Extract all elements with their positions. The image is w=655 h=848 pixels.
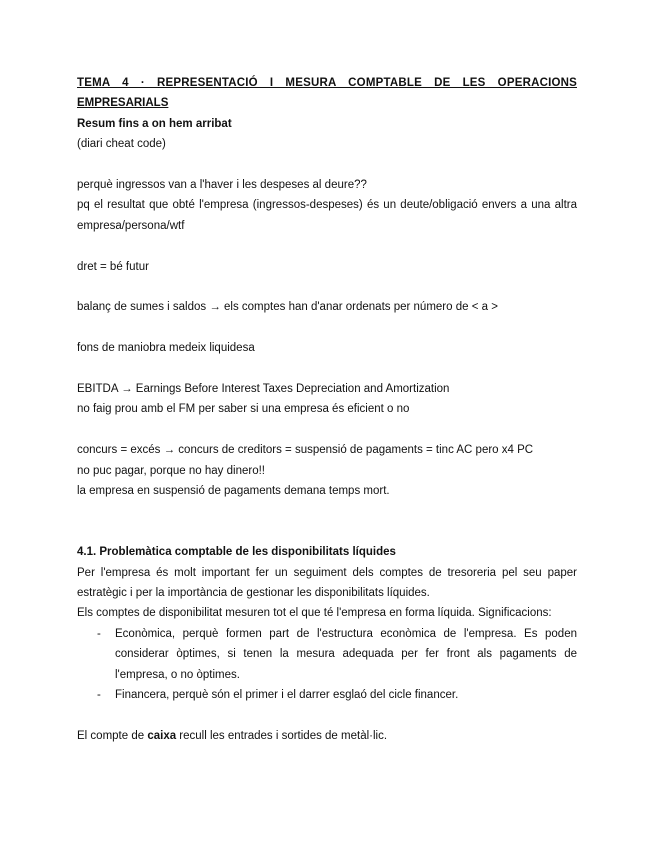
note-resultat-empresa: pq el resultat que obté l'empresa (ingressos-despeses) és un deute/obligació envers a una altra empresa/persona/wtf (77, 199, 577, 232)
section-paragraph-2: Els comptes de disponibilitat mesuren tot el que té l'empresa en forma líquida. Significacions: (77, 607, 552, 620)
note-ingressos-despeses: perquè ingressos van a l'haver i les despeses al deure?? (77, 179, 367, 192)
note-fons-maniobra: fons de maniobra medeix liquidesa (77, 342, 255, 355)
spacer (77, 359, 577, 379)
note-balanc-sumes: balanç de sumes i saldos → els comptes han d'anar ordenats per número de < a > (77, 301, 498, 314)
spacer (77, 155, 577, 175)
spacer (77, 236, 577, 256)
note-ebitda: EBITDA → Earnings Before Interest Taxes Depreciation and Amortization (77, 383, 450, 396)
caixa-term: caixa (147, 729, 177, 742)
resum-subtitle: (diari cheat code) (77, 138, 166, 151)
note-temps-mort: la empresa en suspensió de pagaments demana temps mort. (77, 485, 390, 498)
section-heading: 4.1. Problemàtica comptable de les disponibilitats líquides (77, 546, 396, 559)
caixa-text-pre: El compte de (77, 729, 148, 742)
spacer (77, 522, 577, 542)
spacer (77, 705, 577, 725)
significacions-list (77, 624, 577, 706)
resum-heading: Resum fins a on hem arribat (77, 117, 232, 130)
spacer (77, 501, 577, 521)
list-item (77, 624, 577, 685)
document-title-line-1: TEMA 4 · REPRESENTACIÓ I MESURA COMPTABLE DE LES OPERACIONS (77, 77, 577, 89)
list-dash: - (97, 627, 101, 640)
note-dret: dret = bé futur (77, 260, 149, 273)
spacer (77, 277, 577, 297)
list-item-text: Econòmica, perquè formen part de l'estructura econòmica de l'empresa. Es poden considerar òptimes, si tenen la mesura adequada per fer front als pagaments de l'empresa, o no òptimes. (115, 627, 577, 681)
note-fm-eficient: no faig prou amb el FM per saber si una empresa és eficient o no (77, 403, 410, 416)
caixa-text-post: recull les entrades i sortides de metàl·lic. (176, 729, 388, 742)
section-paragraph-1: Per l'empresa és molt important fer un seguiment dels comptes de tresoreria pel seu paper estratègic i per la importància de gestionar les disponibilitats líquides. (77, 566, 577, 600)
spacer (77, 318, 577, 338)
document-title-line-2: EMPRESARIALS (77, 97, 169, 110)
list-item (77, 685, 577, 705)
list-dash: - (97, 689, 101, 702)
note-concurs: concurs = excés → concurs de creditors = suspensió de pagaments = tinc AC pero x4 PC (77, 444, 534, 457)
spacer (77, 420, 577, 440)
document-page (77, 73, 577, 746)
caixa-paragraph (77, 726, 577, 746)
list-item-text: Financera, perquè són el primer i el darrer esglaó del cicle financer. (115, 689, 459, 702)
note-no-puc-pagar: no puc pagar, porque no hay dinero!! (77, 464, 265, 477)
